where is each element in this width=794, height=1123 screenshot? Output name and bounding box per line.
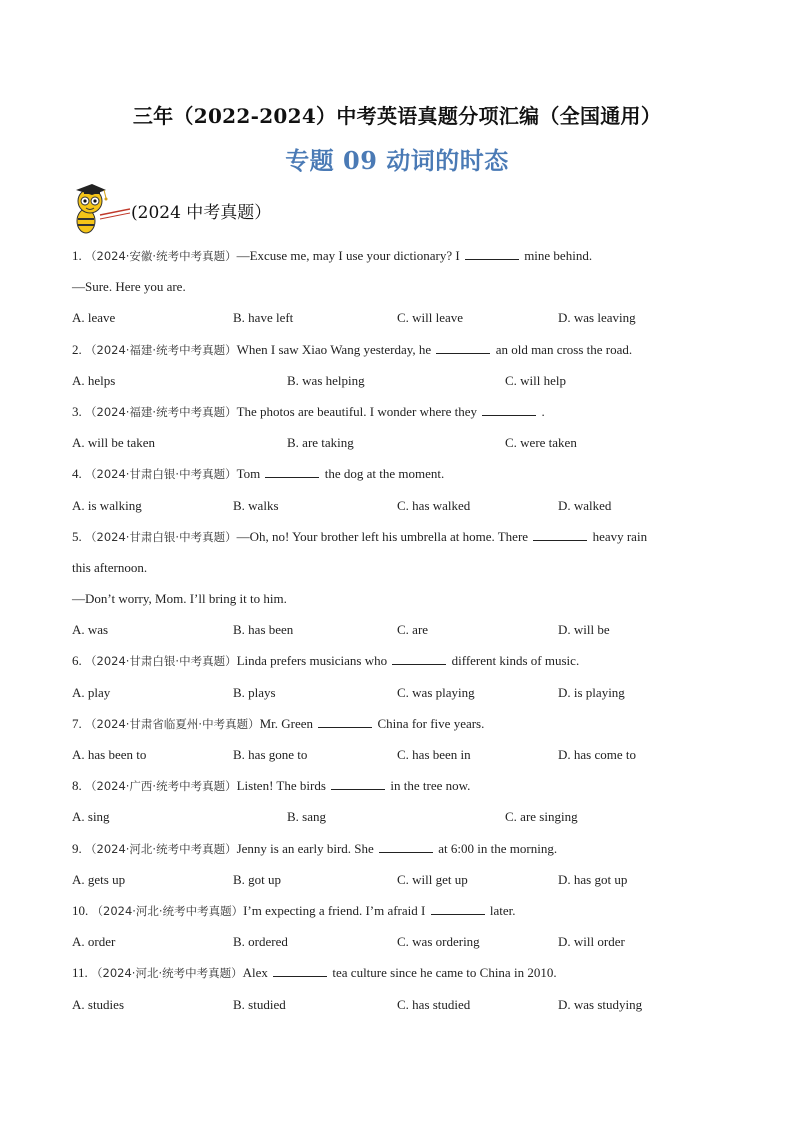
question-stem [72,339,732,370]
question-text-before: Jenny is an early bird. She [236,840,374,856]
question-text-before: Alex [242,965,268,981]
answer-options [72,682,732,713]
question-text-before: —Excuse me, may I use your dictionary? I [236,248,460,263]
answer-option: C. has studied [397,996,471,1012]
answer-option: C. will help [505,372,567,388]
question-stem [72,900,732,931]
topic-title: 专题 09 动词的时态 [285,146,509,175]
answer-options [72,619,732,650]
answer-option: A. is walking [72,497,142,513]
answer-option: D. will be [558,622,610,638]
answer-options [72,744,732,775]
question-text-before: I’m expecting a friend. I’m afraid I [243,902,426,918]
question-number: 5. [72,528,82,544]
answer-option: A. has been to [72,747,147,762]
answer-options [72,370,732,401]
question-continuation: —Sure. Here you are. [72,279,186,295]
answer-option: C. are singing [505,809,578,825]
answer-blank [482,403,536,416]
question-number: 3. [72,403,82,419]
answer-option: A. leave [72,310,116,326]
question-number: 1. [72,248,82,263]
question-stem [72,713,732,744]
answer-option: B. has been [233,622,294,638]
question-text-after: later. [489,902,516,918]
answer-option: B. was helping [287,372,365,388]
answer-option: C. was playing [397,684,475,700]
answer-options [72,806,732,837]
question-number: 6. [72,653,82,669]
answer-option: D. walked [558,497,612,513]
answer-blank [392,652,446,665]
question-text-after: China for five years. [377,715,485,731]
answer-options [72,994,732,1025]
answer-option: C. has walked [397,497,471,513]
question-text-before: Linda prefers musicians who [236,653,388,669]
question-source: （2024·甘肃白银·中考真题） [85,654,237,669]
question-source: （2024·安徽·统考中考真题） [85,249,237,263]
answer-option: D. was leaving [558,310,636,326]
question-number: 4. [72,466,82,482]
question-text-before: Tom [236,466,261,482]
question-stem [72,463,732,494]
answer-blank [465,247,519,260]
question-number: 11. [72,965,88,981]
answer-option: A. was [72,622,109,638]
answer-option: D. will order [558,934,625,950]
answer-option: B. got up [233,871,282,887]
question-text-after: an old man cross the road. [495,341,633,357]
question-stem [72,526,732,557]
answer-option: D. is playing [558,684,625,700]
answer-options [72,432,732,463]
question-number: 7. [72,715,82,731]
answer-blank [533,528,587,541]
question-source: （2024·甘肃白银·中考真题） [85,529,237,544]
answer-option: B. has gone to [233,747,308,762]
question-source: （2024·福建·统考中考真题） [85,404,237,419]
question-text-after: different kinds of music. [451,653,580,669]
answer-option: C. will get up [397,871,468,887]
answer-option: B. walks [233,497,279,513]
answer-option: A. will be taken [72,435,156,451]
answer-blank [431,902,485,915]
answer-option: B. ordered [233,934,288,950]
question-stem [72,245,732,276]
question-source: （2024·河北·统考中考真题） [85,841,237,856]
answer-option: D. was studying [558,996,643,1012]
answer-option: C. will leave [397,310,464,326]
answer-option: B. have left [233,310,294,326]
answer-option: A. studies [72,996,124,1012]
question-source: （2024·福建·统考中考真题） [85,342,237,357]
answer-option: D. has got up [558,871,628,887]
question-text-before: —Oh, no! Your brother left his umbrella at home. There [236,528,529,544]
answer-option: B. plays [233,684,276,700]
question-text-after: in the tree now. [390,778,471,794]
question-number: 2. [72,341,82,357]
question-text-before: The photos are beautiful. I wonder where they [236,403,477,419]
question-stem [72,775,732,806]
question-list [72,245,732,1025]
answer-option: C. was ordering [397,934,480,950]
question-text-after: the dog at the moment. [324,466,445,482]
answer-blank [265,465,319,478]
answer-option: A. sing [72,809,110,825]
section-heading: (2024 中考真题） [131,203,272,223]
question-text-after: mine behind. [524,248,593,263]
question-number: 8. [72,778,82,794]
question-stem [72,838,732,869]
answer-blank [331,777,385,790]
answer-option: C. were taken [505,435,577,451]
answer-option: A. play [72,684,111,700]
answer-blank [318,715,372,728]
document-title: 三年（2022-2024）中考英语真题分项汇编（全国通用） [132,104,662,128]
question-text-after: at 6:00 in the morning. [438,840,558,856]
answer-option: A. helps [72,372,116,388]
answer-options [72,931,732,962]
question-source: （2024·甘肃省临夏州·中考真题） [85,716,260,731]
question-number: 10. [72,902,89,918]
question-text-before: Listen! The birds [236,778,326,794]
question-stem [72,401,732,432]
answer-option: B. are taking [287,435,354,451]
answer-options [72,869,732,900]
answer-options [72,495,732,526]
question-text-after: tea culture since he came to China in 2010. [332,965,557,981]
answer-option: C. are [397,622,429,638]
question-number: 9. [72,840,82,856]
question-text-before: Mr. Green [259,715,314,731]
answer-option: A. gets up [72,871,126,887]
question-text-before: When I saw Xiao Wang yesterday, he [236,341,432,357]
answer-option: B. studied [233,996,286,1012]
question-source: （2024·广西·统考中考真题） [85,779,237,794]
answer-option: A. order [72,934,116,950]
answer-blank [273,964,327,977]
question-stem [72,962,732,993]
question-source: （2024·河北·统考中考真题） [91,903,244,918]
answer-option: C. has been in [397,747,471,762]
answer-option: D. has come to [558,747,636,762]
mascot-bee-icon [70,181,132,237]
question-continuation: —Don’t worry, Mom. I’ll bring it to him. [72,591,287,607]
answer-option: B. sang [287,809,326,825]
question-continuation: this afternoon. [72,559,148,575]
answer-blank [379,840,433,853]
answer-blank [436,341,490,354]
question-source: （2024·河北·统考中考真题） [91,966,243,981]
answer-options [72,307,732,338]
question-stem [72,650,732,681]
question-text-after: heavy rain [592,528,648,544]
question-source: （2024·甘肃白银·中考真题） [85,467,237,482]
question-text-after: . [541,403,545,419]
